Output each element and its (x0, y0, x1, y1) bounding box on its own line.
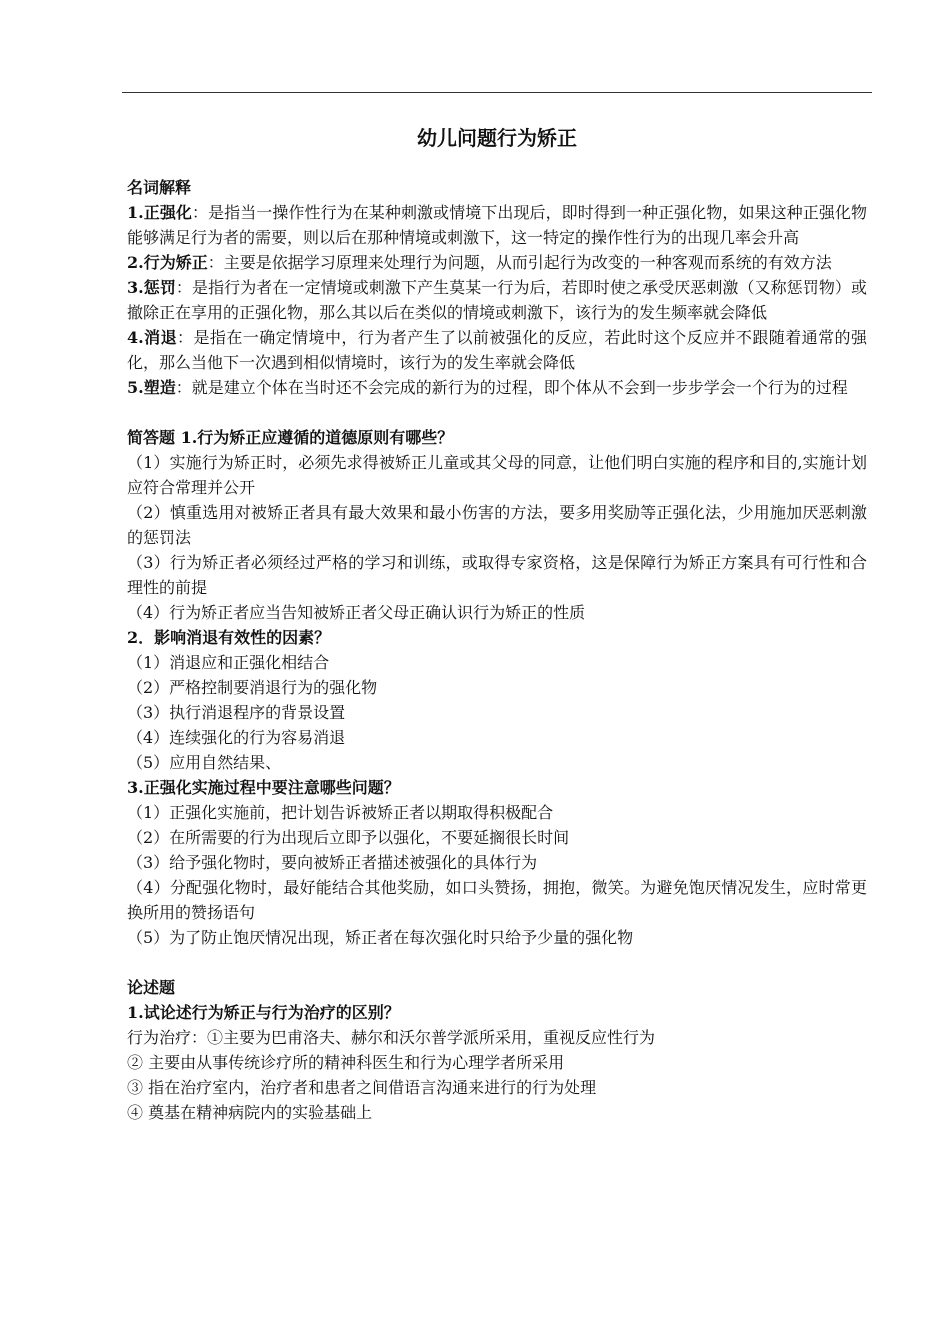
question-heading: 1.试论述行为矫正与行为治疗的区别？ (127, 1003, 400, 1022)
answer-item: ③ 指在治疗室内，治疗者和患者之间借语言沟通来进行的行为处理 (127, 1078, 597, 1097)
answer-item: （4）分配强化物时，最好能结合其他奖励，如口头赞扬，拥抱，微笑。为避免饱厌情况发生，应时常更换所用的赞扬语句 (127, 878, 867, 922)
answer-item: （3）执行消退程序的背景设置 (127, 703, 346, 722)
term-text: ：是指行为者在一定情境或刺激下产生莫某一行为后，若即时使之承受厌恶刺激（又称惩罚物）或撤除正在享用的正强化物，那么其以后在类似的情境或刺激下，该行为的发生频率就会降低 (127, 278, 867, 322)
answer-item: （5）为了防止饱厌情况出现，矫正者在每次强化时只给予少量的强化物 (127, 928, 634, 947)
term-text: ：主要是依据学习原理来处理行为问题，从而引起行为改变的一种客观而系统的有效方法 (207, 253, 832, 272)
term-label: 3.惩罚 (127, 278, 176, 297)
answer-item: 行为治疗：①主要为巴甫洛夫、赫尔和沃尔普学派所采用，重视反应性行为 (127, 1028, 656, 1047)
answer-item: （5）应用自然结果、 (127, 753, 282, 772)
answer-item: ④ 奠基在精神病院内的实验基础上 (127, 1103, 373, 1122)
term-label: 2.行为矫正 (127, 253, 208, 272)
blank-line (127, 400, 867, 425)
answer-item: （1）实施行为矫正时，必须先求得被矫正儿童或其父母的同意，让他们明白实施的程序和目的,实施计划应符合常理并公开 (127, 453, 867, 497)
answer-item: （2）严格控制要消退行为的强化物 (127, 678, 378, 697)
term-label: 1.正强化 (127, 203, 192, 222)
document-body (127, 175, 867, 1125)
answer-item: （2）慎重选用对被矫正者具有最大效果和最小伤害的方法，要多用奖励等正强化法，少用施加厌恶刺激的惩罚法 (127, 503, 867, 547)
answer-item: （3）行为矫正者必须经过严格的学习和训练，或取得专家资格，这是保障行为矫正方案具有可行性和合理性的前提 (127, 553, 867, 597)
header-rule (122, 92, 872, 93)
term-definition (127, 275, 867, 325)
section-heading-terms: 名词解释 (127, 178, 192, 197)
answer-item: （1）正强化实施前，把计划告诉被矫正者以期取得积极配合 (127, 803, 554, 822)
term-text: ：是指当一操作性行为在某种刺激或情境下出现后，即时得到一种正强化物，如果这种正强化物能够满足行为者的需要，则以后在那种情境或刺激下，这一特定的操作性行为的出现几率会升高 (127, 203, 867, 247)
blank-line (127, 950, 867, 975)
answer-item: （1）消退应和正强化相结合 (127, 653, 330, 672)
answer-item: （4）行为矫正者应当告知被矫正者父母正确认识行为矫正的性质 (127, 603, 586, 622)
term-definition (127, 200, 867, 250)
answer-item: ② 主要由从事传统诊疗所的精神科医生和行为心理学者所采用 (127, 1053, 565, 1072)
term-definition (127, 375, 867, 400)
term-text: ：是指在一确定情境中，行为者产生了以前被强化的反应，若此时这个反应并不跟随着通常的强化，那么当他下一次遇到相似情境时，该行为的发生率就会降低 (127, 328, 867, 372)
answer-item: （3）给予强化物时，要向被矫正者描述被强化的具体行为 (127, 853, 538, 872)
term-text: ：就是建立个体在当时还不会完成的新行为的过程，即个体从不会到一步步学会一个行为的过程 (175, 378, 848, 397)
document-title: 幼儿问题行为矫正 (417, 126, 577, 150)
question-heading: 3.正强化实施过程中要注意哪些问题？ (127, 778, 400, 797)
term-label: 4.消退 (127, 328, 178, 347)
question-heading: 2．影响消退有效性的因素？ (127, 628, 331, 647)
question-heading: 简答题 1.行为矫正应遵循的道德原则有哪些？ (127, 428, 454, 447)
section-heading-essay: 论述题 (127, 978, 176, 997)
term-definition (127, 325, 867, 375)
answer-item: （2）在所需要的行为出现后立即予以强化，不要延搁很长时间 (127, 828, 570, 847)
term-definition (127, 250, 867, 275)
term-label: 5.塑造 (127, 378, 176, 397)
answer-item: （4）连续强化的行为容易消退 (127, 728, 346, 747)
